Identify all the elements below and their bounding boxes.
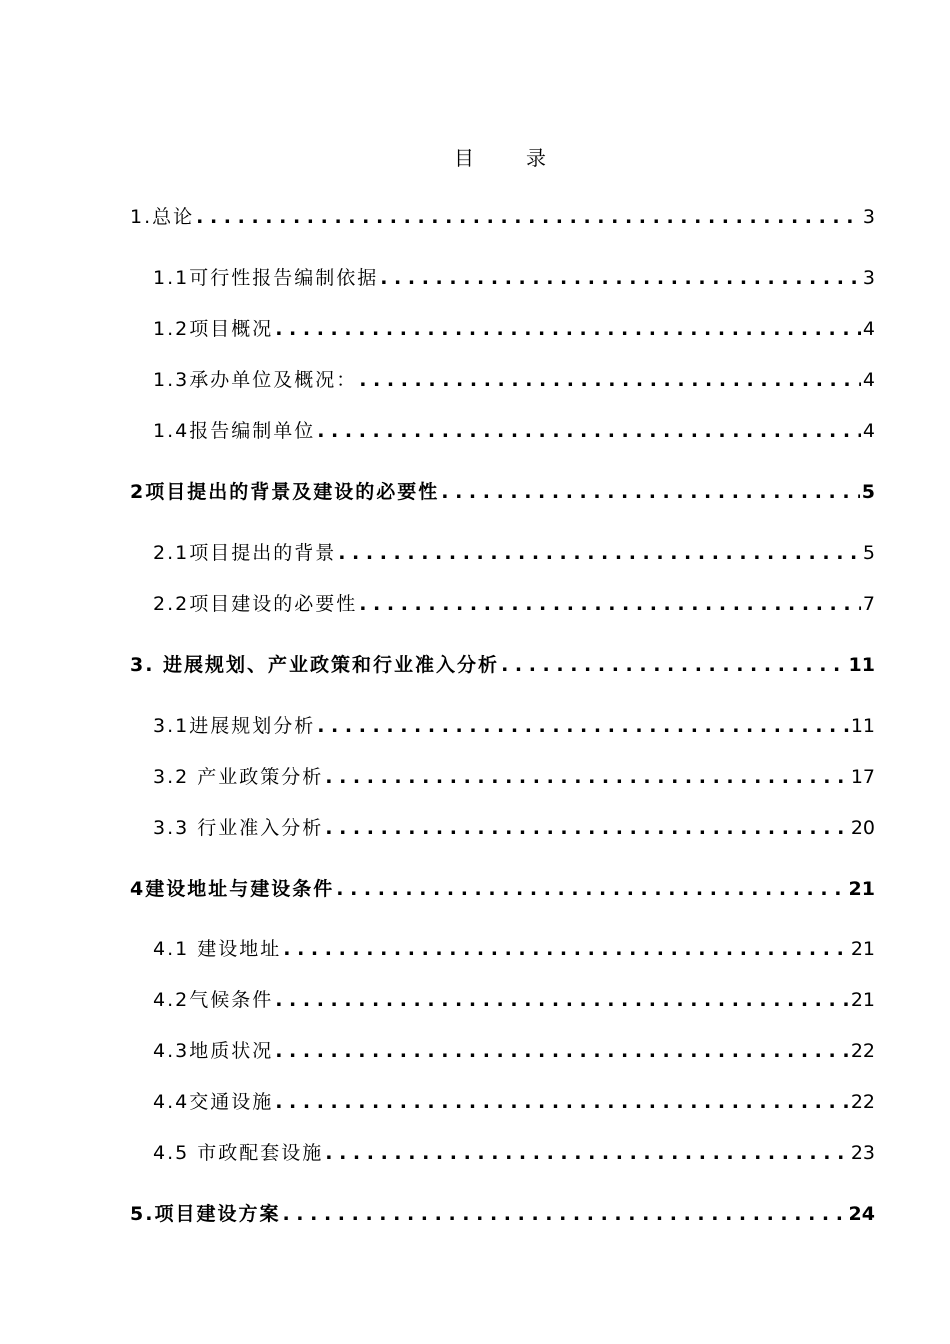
toc-leader-dots [275,987,849,1013]
toc-entry-text: 2.1项目提出的背景 [153,542,337,564]
toc-entry-page: 20 [850,817,875,839]
toc-entry[interactable] [153,760,875,790]
toc-entry-page: 4 [862,369,875,391]
toc-entry[interactable] [153,1136,875,1166]
toc-entry-page: 22 [850,1040,875,1062]
toc-entry-page: 4 [862,420,875,442]
toc-entry[interactable] [153,983,875,1013]
toc-entry-page: 23 [850,1142,875,1164]
toc-leader-dots [275,316,861,342]
toc-leader-dots [338,540,861,566]
toc-entry-text: 4.5 市政配套设施 [153,1142,324,1164]
toc-leader-dots [325,815,849,841]
toc-entry-text: 2项目提出的背景及建设的必要性 [130,481,440,503]
toc-leader-dots [359,591,861,617]
toc-leader-dots [275,1089,849,1115]
toc-leader-dots [317,418,861,444]
toc-entry-text: 4建设地址与建设条件 [130,878,335,900]
toc-entry-page: 11 [850,715,875,737]
toc-entry[interactable] [130,872,875,902]
toc-entry-text: 1.3承办单位及概况： [153,369,358,391]
toc-entry[interactable] [153,414,875,444]
toc-entry-text: 4.2气候条件 [153,989,274,1011]
toc-leader-dots [275,1038,849,1064]
toc-entry[interactable] [130,200,875,230]
toc-leader-dots [196,204,861,230]
toc-entry[interactable] [153,363,875,393]
toc-leader-dots [380,265,861,291]
toc-entry-page: 3 [862,206,875,228]
toc-entry-page: 17 [850,766,875,788]
toc-entry[interactable] [130,1197,875,1227]
toc-leader-dots [501,652,846,678]
toc-entry-text: 3. 进展规划、产业政策和行业准入分析 [130,654,500,676]
toc-entry[interactable] [130,648,875,678]
toc-entry[interactable] [153,587,875,617]
toc-entry[interactable] [153,312,875,342]
toc-leader-dots [325,1140,849,1166]
toc-leader-dots [336,876,846,902]
toc-entry-page: 4 [862,318,875,340]
toc-entry[interactable] [153,1034,875,1064]
toc-leader-dots [317,713,849,739]
toc-entry-page: 5 [861,481,875,503]
toc-entry-text: 5.项目建设方案 [130,1203,281,1225]
toc-entry-text: 1.总论 [130,206,195,228]
toc-entry-text: 1.1可行性报告编制依据 [153,267,379,289]
toc-entry-text: 4.3地质状况 [153,1040,274,1062]
toc-title-char-1: 目 [454,146,474,170]
toc-entry[interactable] [153,932,875,962]
toc-entry-text: 1.4报告编制单位 [153,420,316,442]
toc-leader-dots [325,764,849,790]
toc-entry[interactable] [153,536,875,566]
toc-entry-page: 3 [862,267,875,289]
toc-entry-page: 22 [850,1091,875,1113]
toc-entry-text: 3.3 行业准入分析 [153,817,324,839]
toc-entry-text: 4.4交通设施 [153,1091,274,1113]
toc-entry-text: 1.2项目概况 [153,318,274,340]
toc-entry-text: 3.1进展规划分析 [153,715,316,737]
toc-entry-page: 11 [848,654,875,676]
toc-title-char-2: 录 [526,146,546,170]
toc-entry-page: 21 [850,989,875,1011]
toc-leader-dots [441,479,860,505]
toc-entry-page: 21 [850,938,875,960]
toc-entry-page: 7 [862,593,875,615]
toc-entry-text: 4.1 建设地址 [153,938,282,960]
toc-entry-page: 24 [848,1203,875,1225]
toc-entry-page: 5 [862,542,875,564]
toc-entry[interactable] [153,811,875,841]
toc-entry-text: 3.2 产业政策分析 [153,766,324,788]
toc-entry-text: 2.2项目建设的必要性 [153,593,358,615]
toc-leader-dots [282,1201,846,1227]
toc-entry[interactable] [153,1085,875,1115]
toc-entry[interactable] [130,475,875,505]
toc-entry[interactable] [153,709,875,739]
toc-entry-page: 21 [848,878,875,900]
toc-leader-dots [359,367,861,393]
toc-entry[interactable] [153,261,875,291]
toc-leader-dots [283,936,849,962]
